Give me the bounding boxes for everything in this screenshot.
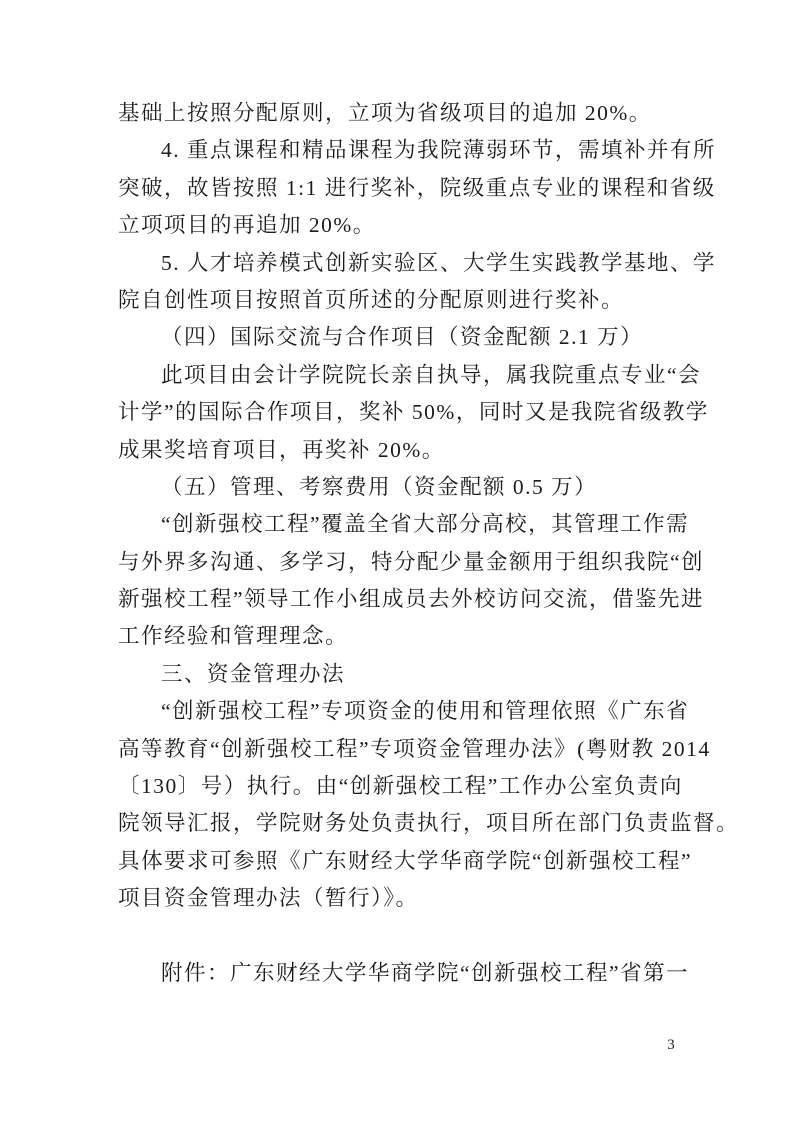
page-number: 3 bbox=[667, 1037, 675, 1053]
text-line bbox=[118, 918, 678, 955]
text-line: 成果奖培育项目，再奖补 20%。 bbox=[118, 437, 445, 462]
text-line: 工作经验和管理理念。 bbox=[118, 624, 349, 649]
text-line: （四）国际交流与合作项目（资金配额 2.1 万） bbox=[161, 325, 644, 350]
text-line: 三、资金管理办法 bbox=[161, 661, 346, 686]
text-line: 突破，故皆按照 1:1 进行奖补，院级重点专业的课程和省级 bbox=[118, 175, 716, 200]
text-line: 计学”的国际合作项目，奖补 50%，同时又是我院省级教学 bbox=[118, 400, 709, 425]
text-line: 附件：广东财经大学华商学院“创新强校工程”省第一 bbox=[161, 960, 690, 985]
text-line: 新强校工程”领导工作小组成员去外校访问交流，借鉴先进 bbox=[118, 587, 705, 612]
text-line: 具体要求可参照《广东财经大学华商学院“创新强校工程” bbox=[118, 848, 693, 873]
text-line: 院自创性项目按照首页所述的分配原则进行奖补。 bbox=[118, 287, 625, 312]
document-body bbox=[118, 95, 740, 992]
text-line: 5. 人才培养模式创新实验区、大学生实践教学基地、学 bbox=[161, 250, 717, 275]
text-line: 此项目由会计学院院长亲自执导，属我院重点专业“会 bbox=[161, 362, 702, 387]
text-line: 〔130〕号）执行。由“创新强校工程”工作办公室负责向 bbox=[118, 774, 683, 799]
text-line: 院领导汇报，学院财务处负责执行，项目所在部门负责监督。 bbox=[118, 811, 740, 836]
text-line: 立项项目的再追加 20%。 bbox=[118, 213, 376, 238]
text-line: 高等教育“创新强校工程”专项资金管理办法》(粤财教 2014 bbox=[118, 736, 711, 761]
text-line: 基础上按照分配原则，立项为省级项目的追加 20%。 bbox=[118, 101, 652, 125]
text-line: 项目资金管理办法（暂行）》。 bbox=[118, 886, 419, 911]
text-line: “创新强校工程”专项资金的使用和管理依照《广东省 bbox=[161, 699, 690, 724]
text-line: （五）管理、考察费用（资金配额 0.5 万） bbox=[161, 474, 598, 499]
text-line: 4. 重点课程和精品课程为我院薄弱环节，需填补并有所 bbox=[161, 138, 717, 163]
text-line: “创新强校工程”覆盖全省大部分高校，其管理工作需 bbox=[161, 512, 690, 537]
text-line: 与外界多沟通、多学习，特分配少量金额用于组织我院“创 bbox=[118, 549, 705, 574]
